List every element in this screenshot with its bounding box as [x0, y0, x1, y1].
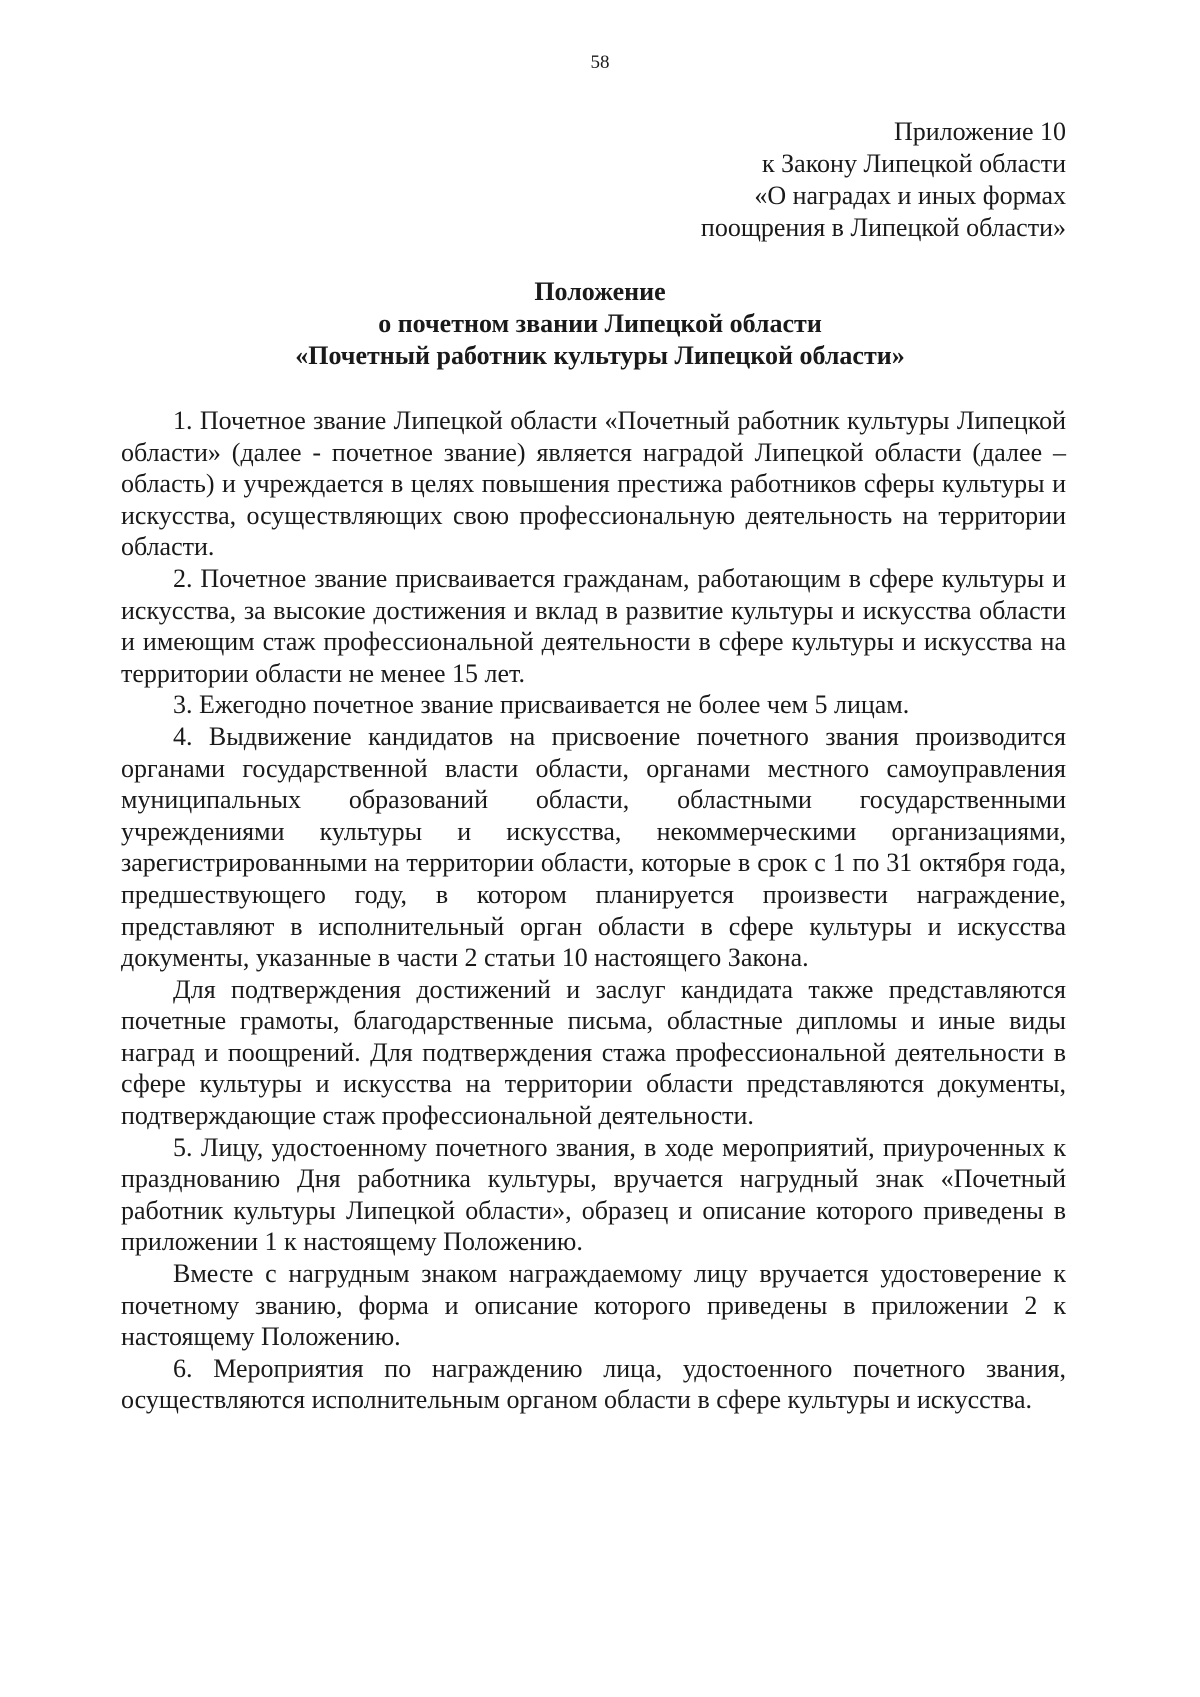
- paragraph: 6. Мероприятия по награждению лица, удостоенного почетного звания, осуществляются исполнительным органом области в сфере культуры и искусства.: [121, 1353, 1066, 1415]
- title-line: «Почетный работник культуры Липецкой области»: [295, 341, 905, 370]
- paragraph: 5. Лицу, удостоенному почетного звания, в ходе мероприятий, приуроченных к празднованию Дня работника культуры, вручается нагрудный знак «Почетный работник культуры Липецкой области», образец и описание которого приведены в приложении 1 к настоящему Положению.: [121, 1132, 1066, 1257]
- title-line: Положение: [534, 277, 666, 306]
- paragraph: 1. Почетное звание Липецкой области «Почетный работник культуры Липецкой области» (далее - почетное звание) является наградой Липецкой области (далее – область) и учреждается в целях повышения престижа работников сферы культуры и искусства, осуществляющих свою профессиональную деятельность на территории области.: [121, 406, 1066, 562]
- appendix-line: Приложение 10: [893, 117, 1066, 146]
- paragraph: 4. Выдвижение кандидатов на присвоение почетного звания производится органами государственной власти области, органами местного самоуправления муниципальных образований области, областными государственными учреждениями культуры и искусства, некоммерческими организациями, зарегистрированными на территории области, которые в срок с 1 по 31 октября года, предшествующего году, в котором планируется произвести награждение, представляют в исполнительный орган области в сфере культуры и искусства документы, указанные в части 2 статьи 10 настоящего Закона.: [121, 721, 1066, 973]
- appendix-line: поощрения в Липецкой области»: [700, 213, 1066, 242]
- paragraph: 2. Почетное звание присваивается гражданам, работающим в сфере культуры и искусства, за высокие достижения и вклад в развитие культуры и искусства области и имеющим стаж профессиональной деятельности в сфере культуры и искусства на территории области не менее 15 лет.: [121, 563, 1066, 688]
- appendix-reference: [701, 116, 1066, 244]
- document-title: [0, 276, 1200, 372]
- page-number: 58: [590, 52, 610, 73]
- appendix-line: к Закону Липецкой области: [762, 149, 1066, 178]
- document-body: [121, 405, 1066, 1416]
- appendix-line: «О наградах и иных формах: [754, 181, 1066, 210]
- title-line: о почетном звании Липецкой области: [378, 309, 822, 338]
- paragraph: Вместе с нагрудным знаком награждаемому лицу вручается удостоверение к почетному званию, форма и описание которого приведены в приложении 2 к настоящему Положению.: [121, 1259, 1066, 1352]
- paragraph: 3. Ежегодно почетное звание присваивается не более чем 5 лицам.: [173, 690, 910, 720]
- paragraph: Для подтверждения достижений и заслуг кандидата также представляются почетные грамоты, благодарственные письма, областные дипломы и иные виды наград и поощрений. Для подтверждения стажа профессиональной деятельности в сфере культуры и искусства на территории области представляются документы, подтверждающие стаж профессиональной деятельности.: [121, 974, 1066, 1131]
